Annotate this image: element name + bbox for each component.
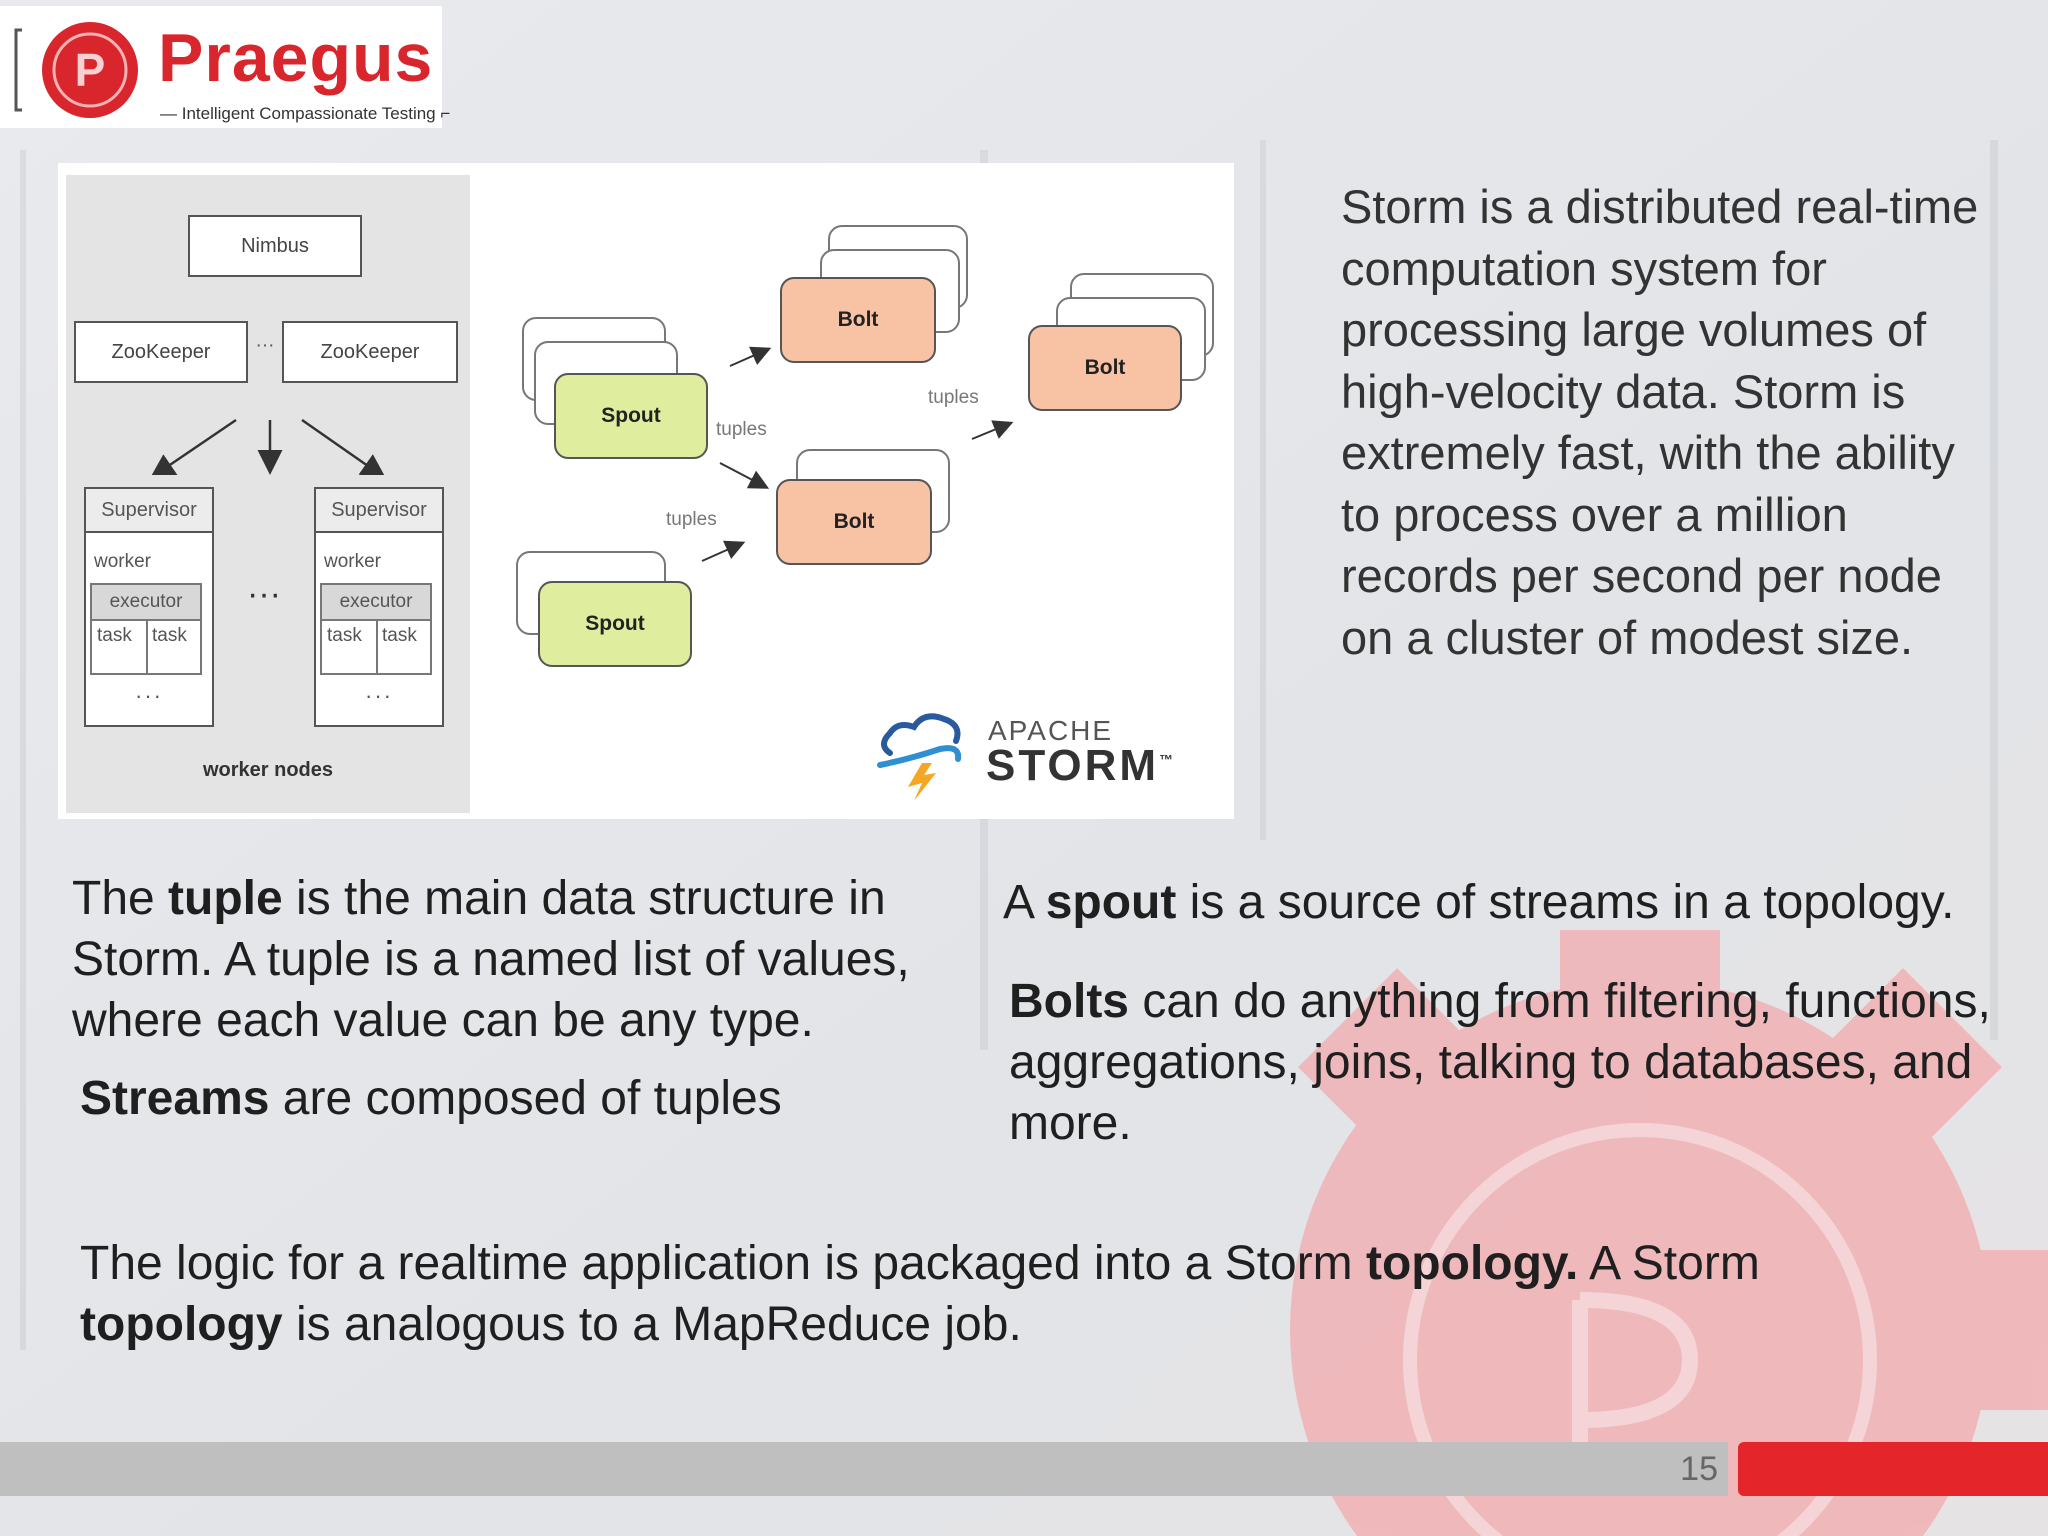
bolts-definition: Bolts can do anything from filtering, functions, aggregations, joins, talking to databases, and more. [1009, 975, 1991, 1150]
storm-description: Storm is a distributed real-time computation system for processing large volumes of high-velocity data. Storm is extremely fast, with the ability to process over a million records per second per node on a cluster of modest size. [1341, 180, 1979, 664]
storm-architecture-diagram [58, 163, 1234, 819]
footer-accent [1738, 1442, 2048, 1496]
supervisor-title: Supervisor [316, 489, 442, 533]
apache-storm-logo-icon [870, 701, 980, 801]
task-label: task [97, 625, 132, 646]
page-number: 15 [1680, 1450, 1718, 1488]
bolt-node-right: Bolt [1028, 325, 1182, 411]
streams-definition: Streams are composed of tuples [80, 1072, 782, 1125]
more-tasks-ellipsis: ··· [135, 683, 163, 708]
worker-label: worker [324, 551, 382, 572]
task-label: task [382, 625, 417, 646]
executor-label: executor [92, 585, 200, 621]
task-label: task [327, 625, 362, 646]
spout-definition: A spout is a source of streams in a topology. [1003, 876, 1955, 929]
worker-label: worker [94, 551, 152, 572]
supervisor-ellipsis: ··· [247, 575, 281, 613]
tuples-label: tuples [928, 387, 979, 408]
apache-label: APACHE [988, 715, 1114, 746]
tuples-label: tuples [716, 419, 767, 440]
storm-label: STORM™ [986, 741, 1177, 790]
praegus-seal-icon [8, 20, 158, 124]
zookeeper-box-left: ZooKeeper [74, 321, 248, 383]
brand-name: Praegus [158, 20, 434, 96]
zookeeper-ellipsis: ··· [255, 335, 275, 356]
supervisor-title: Supervisor [86, 489, 212, 533]
spout-node-bottom: Spout [538, 581, 692, 667]
svg-text:P: P [74, 44, 106, 96]
footer-bar [0, 1442, 1728, 1496]
executor-label: executor [322, 585, 430, 621]
brand-tagline: — Intelligent Compassionate Testing ⌐ [160, 104, 451, 123]
tuple-definition: The tuple is the main data structure in Storm. A tuple is a named list of values, where each value can be any type. [72, 872, 910, 1047]
topology-definition: The logic for a realtime application is packaged into a Storm topology. A Storm topology is analogous to a MapReduce job. [80, 1237, 1760, 1351]
zookeeper-box-right: ZooKeeper [282, 321, 458, 383]
praegus-logo [0, 6, 451, 128]
more-tasks-ellipsis: ··· [365, 683, 393, 708]
spout-node-top: Spout [554, 373, 708, 459]
worker-nodes-label: worker nodes [202, 759, 334, 781]
tuples-label: tuples [666, 509, 717, 530]
task-label: task [152, 625, 187, 646]
nimbus-box: Nimbus [188, 215, 362, 277]
bolt-node-middle: Bolt [776, 479, 932, 565]
bolt-node-top: Bolt [780, 277, 936, 363]
